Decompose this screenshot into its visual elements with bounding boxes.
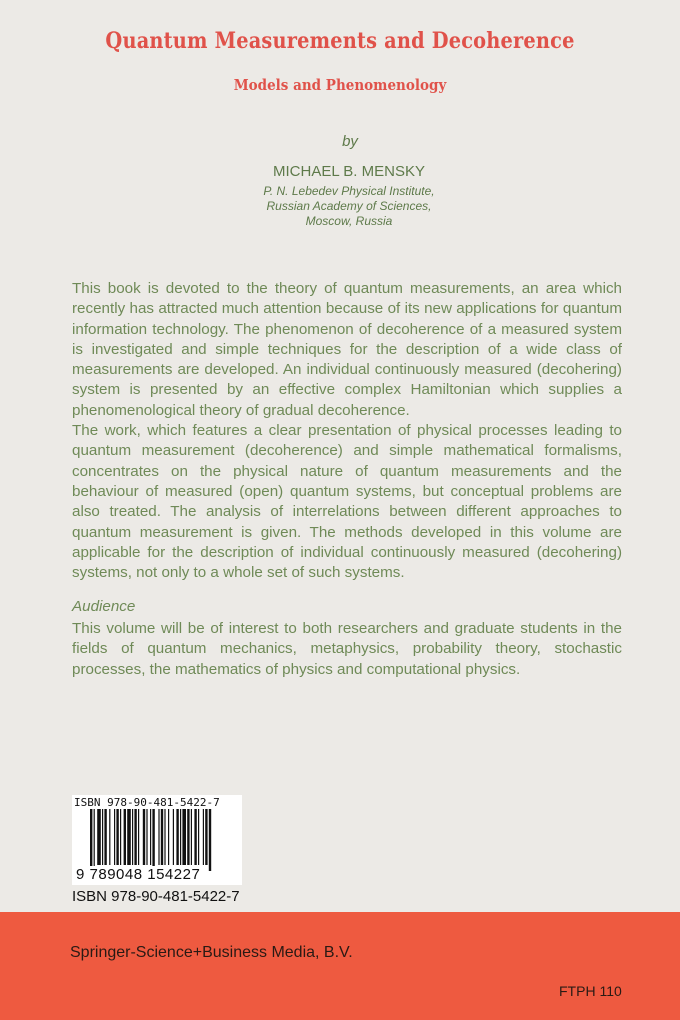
barcode-bar — [164, 809, 165, 865]
barcode-bar — [194, 809, 196, 865]
barcode-bar — [114, 809, 115, 865]
audience-heading: Audience — [72, 598, 136, 615]
barcode-bar — [124, 809, 126, 865]
barcode-bar — [161, 809, 163, 865]
isbn-bottom: ISBN 978-90-481-5422-7 — [72, 888, 240, 905]
barcode-bar — [150, 809, 151, 865]
barcode-bar — [209, 809, 211, 871]
description-paragraph-1: This book is devoted to the theory of quantum measurements, an area which recently has attracted much attention because of its new applications for quantum information technology. The phenomenon of decoherence of a measured system is investigated and simple techniques for the description of a wide class of measurements are developed. An individual continuously measured (decohering) system is presented by an effective complex Hamiltonian which supplies a phenomenological theory of gradual decoherence. — [72, 280, 622, 419]
barcode-bar — [182, 809, 186, 865]
series-code: FTPH 110 — [559, 983, 622, 999]
by-label: by — [342, 133, 358, 150]
barcode-bar — [104, 809, 106, 865]
book-subtitle: Models and Phenomenology — [233, 76, 447, 94]
affiliation-line-2: Russian Academy of Sciences, — [266, 199, 432, 213]
barcode-bar — [97, 809, 101, 865]
affiliation-line-1: P. N. Lebedev Physical Institute, — [263, 184, 435, 198]
audience-text: This volume will be of interest to both researchers and graduate students in the fields of quantum mechanics, metaphysics, probability theory, stochastic processes, the mathematics of physics and computational physics. — [72, 620, 622, 678]
affiliation-line-3: Moscow, Russia — [305, 214, 393, 228]
barcode-bar — [152, 809, 154, 871]
barcode-bar — [120, 809, 121, 865]
author-name: MICHAEL B. MENSKY — [273, 163, 425, 180]
barcode-digits: 9 789048 154227 — [76, 866, 201, 883]
isbn-top: ISBN 978-90-481-5422-7 — [74, 796, 220, 809]
barcode-bar — [176, 809, 178, 865]
barcode-bar — [109, 809, 110, 865]
barcode-bar — [143, 809, 145, 865]
description — [72, 279, 622, 583]
barcode-bar — [191, 809, 192, 865]
barcode-bar — [158, 809, 159, 865]
barcode-bar — [94, 809, 95, 871]
description-paragraph-2: The work, which features a clear presentation of physical processes leading to quantum measurement (decoherence) and simple mathematical formalisms, concentrates on the physical nature of quantum measurements and the behaviour of measured (open) quantum systems, but conceptual problems are also treated. The analysis of interrelations between different approaches to quantum measurement is given. The methods developed in this volume are applicable for the description of individual continuously measured (decohering) systems, not only to a whole set of such systems. — [72, 422, 622, 582]
barcode-bar — [127, 809, 131, 865]
barcode-bar — [134, 809, 136, 865]
barcode-bar — [205, 809, 207, 865]
barcode-bar — [90, 809, 92, 871]
barcode-bar — [203, 809, 204, 865]
publisher: Springer-Science+Business Media, B.V. — [70, 944, 353, 961]
book-title: Quantum Measurements and Decoherence — [105, 28, 575, 54]
footer-band — [0, 912, 680, 1020]
barcode-bar — [198, 809, 199, 865]
barcode-bar — [180, 809, 181, 865]
barcode-bar — [187, 809, 189, 865]
barcode-bar — [102, 809, 103, 865]
barcode-bar — [173, 809, 174, 865]
barcode-bar — [116, 809, 118, 865]
barcode-bar — [168, 809, 169, 865]
barcode-bar — [138, 809, 139, 865]
barcode-bar — [132, 809, 133, 865]
barcode-bar — [146, 809, 147, 865]
